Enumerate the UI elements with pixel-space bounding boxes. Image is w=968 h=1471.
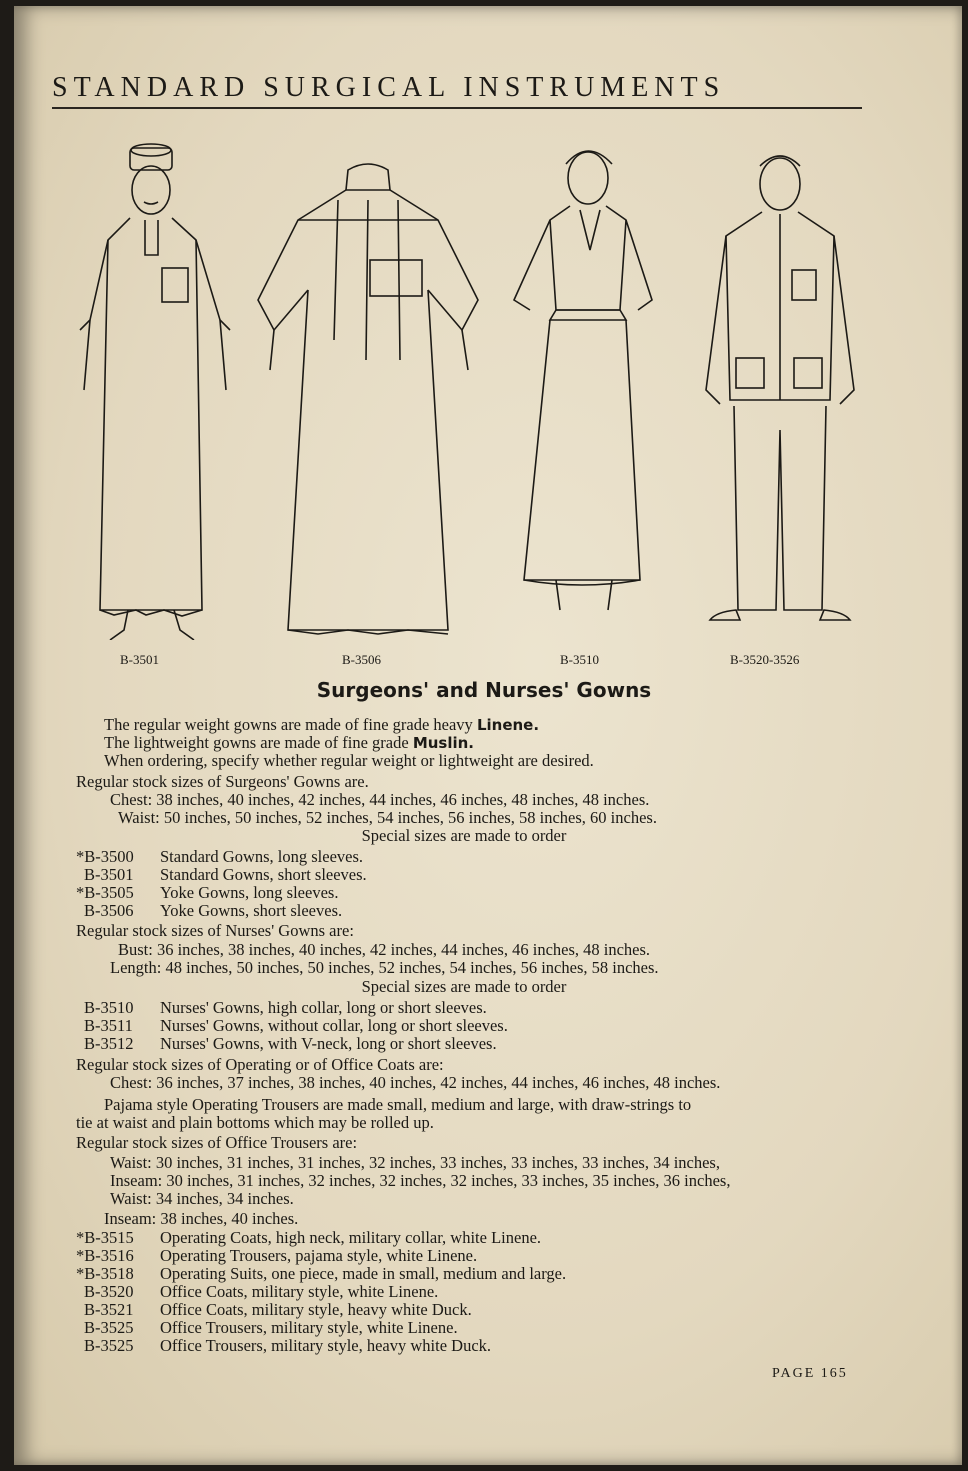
item-desc: Standard Gowns, short sleeves. — [160, 865, 367, 884]
linene-bold: Linene. — [476, 716, 540, 734]
item-code: B-3506 — [84, 901, 134, 920]
figure-caption-1: B-3501 — [120, 652, 159, 667]
page-number: PAGE 165 — [772, 1366, 848, 1381]
coats-chest: Chest: 36 inches, 37 inches, 38 inches, 40 inches, 42 inches, 44 inches, 46 inches, 48 inches. — [110, 1073, 721, 1092]
nurses-length: Length: 48 inches, 50 inches, 50 inches, 52 inches, 54 inches, 56 inches, 58 inches. — [110, 958, 659, 977]
figure-caption-3: B-3510 — [560, 652, 599, 667]
item-desc: Office Coats, military style, white Linene. — [160, 1282, 439, 1301]
intro-line-2-text: The lightweight gowns are made of fine grade — [104, 733, 413, 752]
item-code: B-3512 — [84, 1034, 134, 1053]
nurses-special: Special sizes are made to order — [361, 977, 567, 996]
item-code: B-3520 — [84, 1282, 134, 1301]
figure-caption-2: B-3506 — [342, 652, 381, 667]
coats-heading: Regular stock sizes of Operating or of Office Coats are: — [76, 1055, 444, 1074]
nurses-bust: Bust: 36 inches, 38 inches, 40 inches, 42 inches, 44 inches, 46 inches, 48 inches. — [118, 940, 651, 959]
intro-line-1-text: The regular weight gowns are made of fine grade heavy — [104, 715, 477, 734]
trousers-heading: Regular stock sizes of Office Trousers are: — [76, 1133, 358, 1152]
item-desc: Yoke Gowns, long sleeves. — [160, 883, 339, 902]
figure-yoke-gown — [248, 140, 488, 650]
intro-line-2 — [104, 734, 474, 752]
item-desc: Operating Suits, one piece, made in small, medium and large. — [160, 1264, 567, 1283]
figure-surgeon-gown — [70, 140, 250, 640]
item-code: *B-3505 — [76, 883, 134, 902]
trousers-inseam-2: Inseam: 38 inches, 40 inches. — [104, 1209, 299, 1228]
surgeons-heading: Regular stock sizes of Surgeons' Gowns are. — [76, 772, 369, 791]
item-code: *B-3518 — [76, 1264, 134, 1283]
header-rule — [52, 107, 862, 109]
intro-line-3: When ordering, specify whether regular weight or lightweight are desired. — [104, 751, 594, 770]
item-desc: Office Trousers, military style, heavy white Duck. — [160, 1336, 492, 1355]
item-code: B-3521 — [84, 1300, 134, 1319]
nurses-heading: Regular stock sizes of Nurses' Gowns are: — [76, 921, 354, 940]
trousers-waist-1: Waist: 30 inches, 31 inches, 31 inches, 32 inches, 33 inches, 33 inches, 33 inches, 34 inches, — [110, 1153, 720, 1172]
figure-office-coat-trousers — [696, 140, 866, 640]
item-desc: Standard Gowns, long sleeves. — [160, 847, 364, 866]
item-code: B-3501 — [84, 865, 134, 884]
item-desc: Yoke Gowns, short sleeves. — [160, 901, 343, 920]
item-desc: Nurses' Gowns, without collar, long or short sleeves. — [160, 1016, 508, 1035]
surgeons-waist: Waist: 50 inches, 50 inches, 52 inches, 54 inches, 56 inches, 58 inches, 60 inches. — [118, 808, 657, 827]
item-code: *B-3500 — [76, 847, 134, 866]
item-desc: Nurses' Gowns, with V-neck, long or short sleeves. — [160, 1034, 497, 1053]
item-code: B-3525 — [84, 1318, 134, 1337]
item-code: B-3510 — [84, 998, 134, 1017]
item-desc: Office Coats, military style, heavy white Duck. — [160, 1300, 472, 1319]
page-header: STANDARD SURGICAL INSTRUMENTS — [52, 72, 726, 103]
muslin-bold: Muslin. — [412, 734, 475, 752]
trousers-waist-2: Waist: 34 inches, 34 inches. — [110, 1189, 294, 1208]
trousers-inseam-1: Inseam: 30 inches, 31 inches, 32 inches, 32 inches, 32 inches, 33 inches, 35 inches, 36 inches, — [110, 1171, 731, 1190]
surgeons-special: Special sizes are made to order — [361, 826, 567, 845]
item-desc: Nurses' Gowns, high collar, long or short sleeves. — [160, 998, 487, 1017]
intro-line-1 — [104, 716, 539, 734]
item-code: *B-3516 — [76, 1246, 134, 1265]
section-title: Surgeons' and Nurses' Gowns — [316, 678, 652, 702]
item-code: B-3525 — [84, 1336, 134, 1355]
pajama-line-2: tie at waist and plain bottoms which may be rolled up. — [76, 1113, 434, 1132]
item-code: *B-3515 — [76, 1228, 134, 1247]
item-code: B-3511 — [84, 1016, 133, 1035]
item-desc: Operating Coats, high neck, military collar, white Linene. — [160, 1228, 542, 1247]
figure-caption-4: B-3520-3526 — [730, 652, 800, 667]
pajama-line-1: Pajama style Operating Trousers are made small, medium and large, with draw-strings to — [104, 1095, 692, 1114]
item-desc: Operating Trousers, pajama style, white Linene. — [160, 1246, 478, 1265]
figure-nurse-gown — [500, 140, 670, 640]
surgeons-chest: Chest: 38 inches, 40 inches, 42 inches, 44 inches, 46 inches, 48 inches, 48 inches. — [110, 790, 650, 809]
item-desc: Office Trousers, military style, white Linene. — [160, 1318, 458, 1337]
